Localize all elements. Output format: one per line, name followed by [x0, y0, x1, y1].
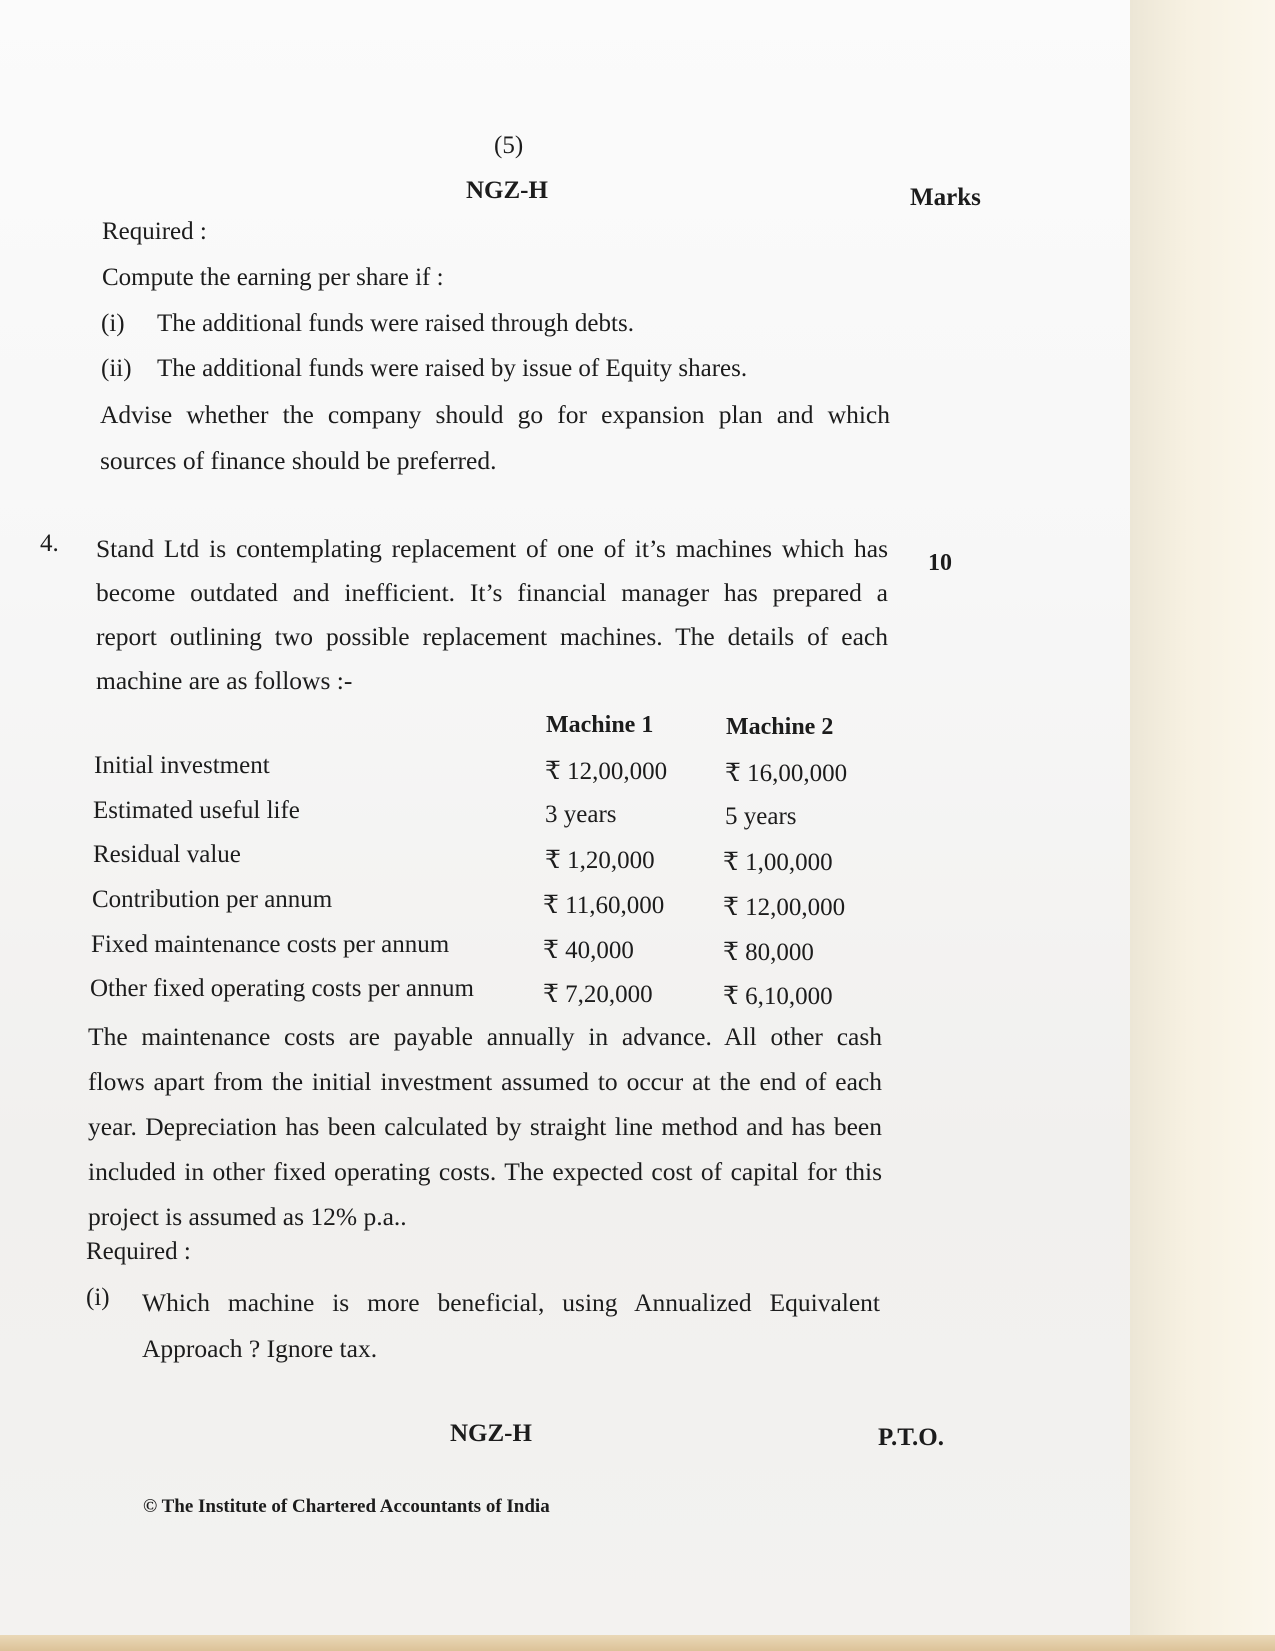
table-row-label: Other fixed operating costs per annum [90, 975, 474, 1002]
item-number: (i) [86, 1284, 110, 1311]
table-cell-machine-2: ₹ 1,00,000 [723, 849, 833, 876]
item-text: The additional funds were raised through debts. [157, 310, 634, 337]
paragraph-line: Advise whether the company should go for expansion plan and which [100, 400, 890, 429]
table-row-label: Fixed maintenance costs per annum [91, 931, 450, 958]
paragraph-line: machine are as follows :- [96, 666, 353, 695]
paper-code-footer: NGZ-H [450, 1420, 532, 1447]
paragraph-line: project is assumed as 12% p.a.. [88, 1202, 407, 1231]
advise-paragraph [100, 392, 890, 484]
item-text: The additional funds were raised by issue of Equity shares. [157, 355, 748, 382]
table-cell-machine-2: ₹ 16,00,000 [725, 760, 848, 787]
table-cell-machine-2: ₹ 6,10,000 [723, 983, 833, 1010]
sub-question-text [142, 1280, 880, 1372]
table-row-label: Contribution per annum [92, 886, 333, 913]
item-number: (ii) [101, 355, 132, 382]
required-heading: Required : [102, 218, 207, 245]
table-cell-machine-2: ₹ 12,00,000 [723, 894, 846, 921]
table-row-label: Initial investment [94, 752, 270, 779]
table-row-label: Estimated useful life [93, 797, 300, 824]
question-number: 4. [40, 530, 59, 557]
paragraph-line: year. Depreciation has been calculated by straight line method and has been [88, 1112, 882, 1141]
table-cell-machine-1: ₹ 7,20,000 [543, 981, 653, 1008]
table-cell-machine-1: ₹ 40,000 [543, 937, 634, 964]
paper-code-header: NGZ-H [466, 177, 548, 204]
column-header-machine-2: Machine 2 [726, 714, 834, 740]
paragraph-line: The maintenance costs are payable annually in advance. All other cash [88, 1022, 882, 1051]
table-cell-machine-1: ₹ 11,60,000 [543, 892, 665, 919]
instruction-text: Compute the earning per share if : [102, 264, 444, 291]
table-cell-machine-2: ₹ 80,000 [723, 939, 814, 966]
question-intro [96, 527, 888, 703]
table-row-label: Residual value [93, 841, 241, 868]
paper-edge-bottom [0, 1635, 1275, 1651]
paragraph-line: Approach ? Ignore tax. [142, 1334, 378, 1363]
paragraph-line: sources of finance should be preferred. [100, 446, 497, 475]
table-cell-machine-1: 3 years [545, 801, 617, 828]
required-heading: Required : [86, 1238, 191, 1265]
paragraph-line: report outlining two possible replacement machines. The details of each [96, 622, 888, 651]
marks-column-header: Marks [910, 184, 981, 211]
copyright-notice: © The Institute of Chartered Accountants of India [143, 1496, 550, 1517]
paragraph-line: Which machine is more beneficial, using Annualized Equivalent [142, 1288, 880, 1317]
item-number: (i) [101, 310, 125, 337]
paragraph-line: become outdated and inefficient. It’s financial manager has prepared a [96, 578, 888, 607]
paragraph-line: included in other fixed operating costs. The expected cost of capital for this [88, 1157, 882, 1186]
table-cell-machine-2: 5 years [725, 803, 797, 830]
column-header-machine-1: Machine 1 [546, 712, 654, 738]
table-cell-machine-1: ₹ 1,20,000 [545, 847, 655, 874]
question-marks: 10 [928, 550, 952, 576]
pto-label: P.T.O. [878, 1424, 944, 1451]
paragraph-line: Stand Ltd is contemplating replacement of one of it’s machines which has [96, 534, 888, 563]
page-number: (5) [494, 132, 524, 159]
notes-paragraph [88, 1014, 882, 1239]
paper-edge-right [1130, 0, 1275, 1651]
paragraph-line: flows apart from the initial investment assumed to occur at the end of each [88, 1067, 882, 1096]
table-cell-machine-1: ₹ 12,00,000 [545, 758, 668, 785]
